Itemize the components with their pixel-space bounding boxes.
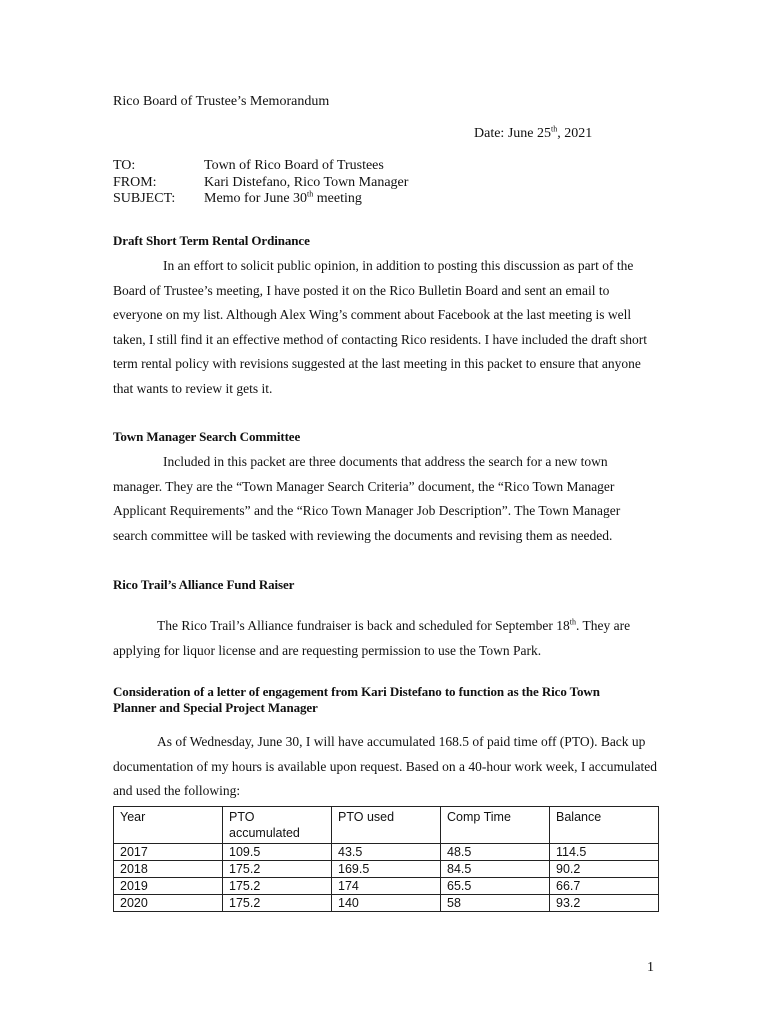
subject-suffix: meeting <box>313 191 362 206</box>
table-row <box>114 895 659 912</box>
heading-short-term-rental: Draft Short Term Rental Ordinance <box>113 233 310 248</box>
table-cell: 84.5 <box>441 861 550 878</box>
table-cell: 2018 <box>114 861 223 878</box>
table-cell: 65.5 <box>441 878 550 895</box>
header-balance: Balance <box>550 807 659 844</box>
paragraph-search-committee-text: Included in this packet are three documents that address the search for a new town manager. They are the “Town Manager Search Criteria” document, the “Rico Town Manager Applicant Requirements” and the “Rico Town Manager Job Description”. The Town Manager search committee will be tasked with reviewing the documents and revising them as needed. <box>113 454 621 543</box>
header-pto-accumulated: PTO accumulated <box>223 807 332 844</box>
table-cell: 109.5 <box>223 844 332 861</box>
table-cell: 58 <box>441 895 550 912</box>
memo-title: Rico Board of Trustee’s Memorandum <box>113 94 330 109</box>
table-cell: 175.2 <box>223 878 332 895</box>
heading-search-committee: Town Manager Search Committee <box>113 429 301 444</box>
paragraph-engagement-text: As of Wednesday, June 30, I will have accumulated 168.5 of paid time off (PTO). Back up documentation of my hours is available upon request. Based on a 40-hour work week, I accumulated and used the following: <box>113 734 657 798</box>
table-cell: 169.5 <box>332 861 441 878</box>
paragraph-short-term-rental <box>113 254 658 401</box>
table-row <box>114 878 659 895</box>
subject-label: SUBJECT: <box>113 191 176 206</box>
table-row <box>114 861 659 878</box>
table-cell: 174 <box>332 878 441 895</box>
trails-body-prefix: The Rico Trail’s Alliance fundraiser is back and scheduled for September 18 <box>157 618 570 633</box>
table-cell: 140 <box>332 895 441 912</box>
subject-prefix: Memo for June 30 <box>204 191 308 206</box>
table-cell: 90.2 <box>550 861 659 878</box>
from-label: FROM: <box>113 175 157 190</box>
date-superscript: th <box>550 124 558 134</box>
from-value: Kari Distefano, Rico Town Manager <box>204 175 409 190</box>
heading-engagement-line1: Consideration of a letter of engagement from Kari Distefano to function as the Rico Town <box>113 684 600 699</box>
paragraph-short-term-rental-text: In an effort to solicit public opinion, in addition to posting this discussion as part of the Board of Trustee’s meeting, I have posted it on the Rico Bulletin Board and sent an email to everyone on my list. Although Alex Wing’s comment about Facebook at the last meeting is well taken, I still find it an effective method of contacting Rico residents. I have included the draft short term rental policy with revisions suggested at the last meeting in this packet to ensure that anyone that wants to review it gets it. <box>113 258 647 396</box>
table-cell: 48.5 <box>441 844 550 861</box>
table-cell: 175.2 <box>223 861 332 878</box>
table-cell: 93.2 <box>550 895 659 912</box>
paragraph-search-committee <box>113 450 658 548</box>
paragraph-engagement <box>113 730 658 804</box>
pto-table-header-row <box>114 807 659 844</box>
header-year: Year <box>114 807 223 844</box>
trails-superscript: th <box>569 617 577 627</box>
subject-value <box>204 191 362 207</box>
table-cell: 43.5 <box>332 844 441 861</box>
heading-engagement-line2: Planner and Special Project Manager <box>113 700 318 715</box>
table-cell: 66.7 <box>550 878 659 895</box>
header-pto-used: PTO used <box>332 807 441 844</box>
table-cell: 2017 <box>114 844 223 861</box>
trails-body-suffix: . They are applying for liquor license and are requesting permission to use the Town Park. <box>113 618 631 658</box>
table-cell: 175.2 <box>223 895 332 912</box>
memo-date <box>474 126 592 142</box>
header-comp-time: Comp Time <box>441 807 550 844</box>
to-value: Town of Rico Board of Trustees <box>204 158 384 173</box>
to-label: TO: <box>113 158 136 173</box>
heading-engagement <box>113 684 673 716</box>
subject-superscript: th <box>307 189 314 199</box>
page-number: 1 <box>647 960 654 975</box>
table-cell: 2020 <box>114 895 223 912</box>
date-prefix: Date: June 25 <box>474 126 551 141</box>
table-cell: 2019 <box>114 878 223 895</box>
pto-table <box>113 806 659 912</box>
date-suffix: , 2021 <box>557 126 593 141</box>
table-cell: 114.5 <box>550 844 659 861</box>
table-row <box>114 844 659 861</box>
paragraph-trails-alliance <box>113 614 658 663</box>
heading-trails-alliance: Rico Trail’s Alliance Fund Raiser <box>113 577 295 592</box>
